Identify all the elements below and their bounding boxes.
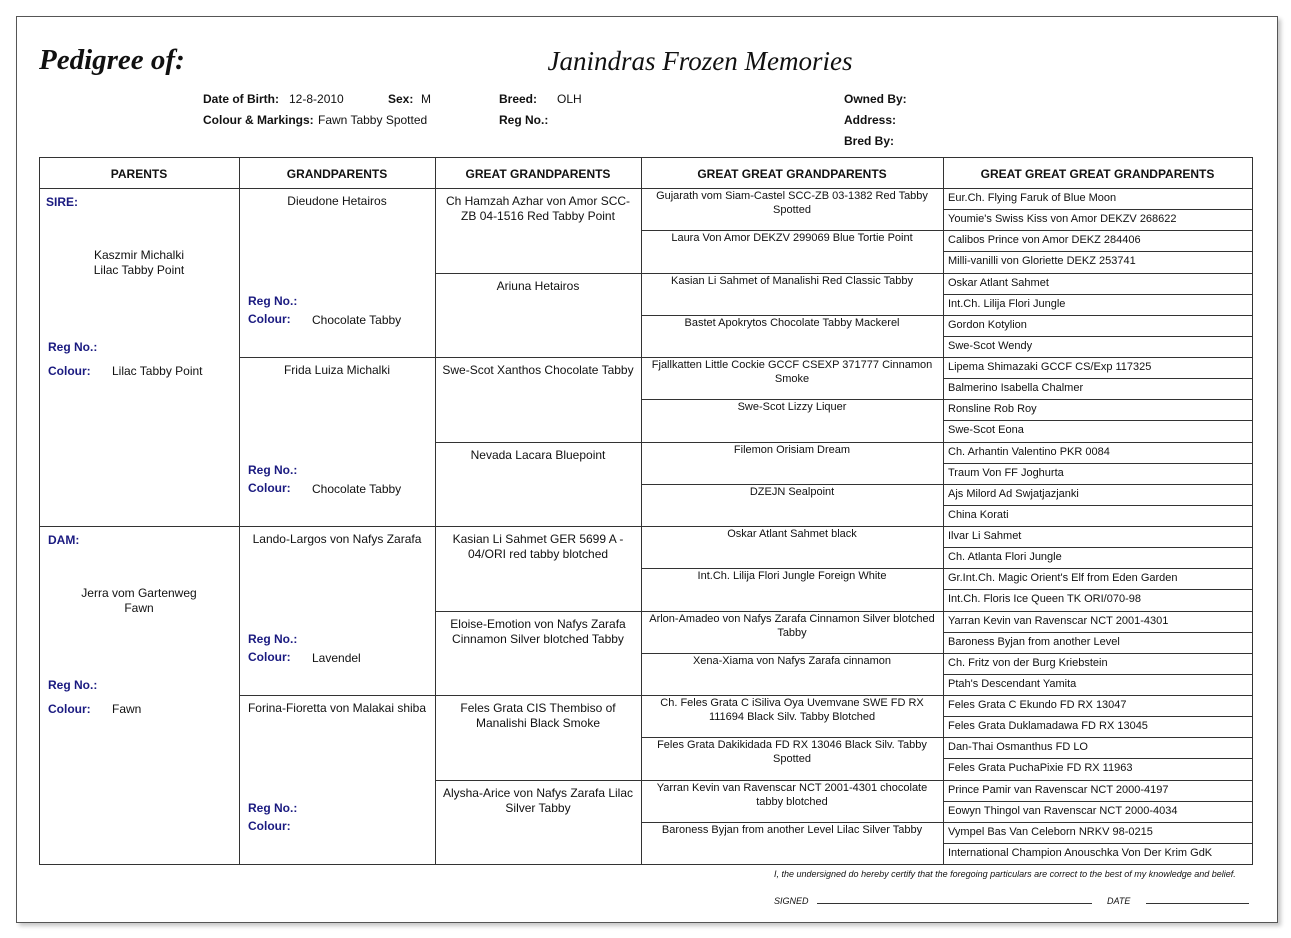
parent-reg-label: Reg No.: [48, 340, 98, 354]
sire-label: SIRE: [46, 195, 79, 209]
column-header: GREAT GREAT GREAT GRANDPARENTS [980, 167, 1215, 181]
column-header: GREAT GREAT GRANDPARENTS [697, 167, 887, 181]
grandparent-name: Frida Luiza Michalki [283, 363, 391, 377]
column-header: PARENTS [110, 167, 168, 181]
great-great-grandparent-name: Arlon-Amadeo von Nafys Zarafa Cinnamon Silver blotched Tabby [649, 612, 935, 639]
great-great-grandparent-name: Swe-Scot Lizzy Liquer [737, 401, 847, 414]
column-divider [239, 157, 240, 865]
row-divider [943, 737, 1253, 738]
row-divider [943, 294, 1253, 295]
great-great-great-grandparent-name: Yarran Kevin van Ravenscar NCT 2001-4301 [948, 614, 1169, 627]
row-divider [943, 399, 1253, 400]
great-great-great-grandparent-name: Ch. Atlanta Flori Jungle [948, 551, 1062, 564]
table-bottom-border [39, 864, 1253, 865]
great-great-great-grandparent-name: International Champion Anouschka Von Der Krim GdK [948, 846, 1213, 859]
row-divider [943, 801, 1253, 802]
signed-label: SIGNED [774, 896, 809, 906]
great-great-great-grandparent-name: Balmerino Isabella Chalmer [948, 382, 1084, 395]
great-great-great-grandparent-name: Vympel Bas Van Celeborn NRKV 98-0215 [948, 825, 1153, 838]
reg-label: Reg No.: [499, 113, 549, 127]
row-divider [435, 442, 642, 443]
great-great-great-grandparent-name: Baroness Byjan from another Level [948, 635, 1120, 648]
great-great-great-grandparent-name: Swe-Scot Eona [948, 424, 1024, 437]
great-great-grandparent-name: Laura Von Amor DEKZV 299069 Blue Tortie Point [671, 232, 913, 245]
great-great-great-grandparent-name: Int.Ch. Lilija Flori Jungle [948, 297, 1066, 310]
great-great-grandparent-name: Ch. Feles Grata C iSiliva Oya Uvemvane SWE FD RX 111694 Black Silv. Tabby Blotched [660, 697, 924, 723]
row-divider [239, 526, 436, 527]
breed-label: Breed: [499, 92, 538, 106]
great-great-grandparent-name: Baroness Byjan from another Level Lilac Silver Tabby [661, 823, 923, 836]
great-great-great-grandparent-name: Eur.Ch. Flying Faruk of Blue Moon [948, 192, 1117, 204]
dob-label: Date of Birth: [203, 92, 279, 106]
row-divider [239, 357, 436, 358]
row-divider [943, 611, 1253, 612]
bred-label: Bred By: [844, 134, 895, 148]
parent-colour-label: Colour: [48, 364, 91, 378]
row-divider [435, 357, 642, 358]
grandparent-colour-value: Chocolate Tabby [312, 313, 402, 327]
header-bottom-border [39, 188, 1253, 189]
great-grandparent-name: Ariuna Hetairos [496, 278, 580, 293]
row-divider [435, 695, 642, 696]
owned-label: Owned By: [844, 92, 907, 106]
row-divider [943, 336, 1253, 337]
parent-colour-label: Colour: [48, 702, 91, 716]
row-divider [943, 843, 1253, 844]
parent-name: Kaszmir Michalki [93, 248, 184, 262]
great-great-great-grandparent-name: Feles Grata Duklamadawa FD RX 13045 [948, 720, 1148, 733]
colour-value: Fawn Tabby Spotted [318, 113, 428, 127]
row-divider [943, 547, 1253, 548]
row-divider [943, 230, 1253, 231]
great-great-great-grandparent-name: Ajs Milord Ad Swjatjazjanki [948, 487, 1079, 500]
great-grandparent-name: Nevada Lacara Bluepoint [470, 447, 606, 462]
great-great-great-grandparent-name: Oskar Atlant Sahmet [948, 276, 1049, 289]
great-great-grandparent-name: Filemon Orisiam Dream [733, 443, 851, 456]
great-great-great-grandparent-name: Milli-vanilli von Gloriette DEKZ 253741 [948, 255, 1136, 268]
row-divider [943, 442, 1253, 443]
row-divider [943, 674, 1253, 675]
great-great-great-grandparent-name: Dan-Thai Osmanthus FD LO [948, 741, 1088, 754]
row-divider [943, 357, 1253, 358]
row-divider [943, 526, 1253, 527]
sex-label: Sex: [388, 92, 414, 106]
cat-name: Janindras Frozen Memories [547, 46, 853, 76]
great-great-great-grandparent-name: China Korati [948, 508, 1009, 521]
grandparent-colour-label: Colour: [248, 481, 291, 495]
great-great-great-grandparent-name: Gordon Kotylion [948, 318, 1027, 331]
great-great-grandparent-name: Int.Ch. Lilija Flori Jungle Foreign White [697, 570, 887, 583]
great-great-great-grandparent-name: Ch. Fritz von der Burg Kriebstein [948, 656, 1108, 669]
colour-label: Colour & Markings: [203, 113, 314, 127]
grandparent-reg-label: Reg No.: [248, 632, 298, 646]
great-great-great-grandparent-name: Calibos Prince von Amor DEKZ 284406 [948, 234, 1141, 247]
grandparent-colour-label: Colour: [248, 819, 291, 833]
great-great-grandparent-name: Oskar Atlant Sahmet black [727, 528, 857, 540]
great-great-great-grandparent-name: Ptah's Descendant Yamita [948, 677, 1077, 690]
great-great-grandparent-name: Kasian Li Sahmet of Manalishi Red Classic Tabby [671, 274, 913, 287]
great-great-grandparent-name: Xena-Xiama von Nafys Zarafa cinnamon [692, 654, 892, 667]
row-divider [943, 568, 1253, 569]
row-divider [943, 420, 1253, 421]
great-great-great-grandparent-name: Ronsline Rob Roy [948, 403, 1037, 416]
column-header: GRANDPARENTS [286, 167, 388, 181]
dob-value: 12-8-2010 [289, 92, 344, 106]
great-great-great-grandparent-name: Ch. Arhantin Valentino PKR 0084 [948, 445, 1110, 458]
great-grandparent-name: Alysha-Arice von Nafys Zarafa Lilac Silver Tabby [442, 785, 634, 815]
row-divider [943, 315, 1253, 316]
great-grandparent-name: Kasian Li Sahmet GER 5699 A - 04/ORI red tabby blotched [452, 532, 624, 561]
row-divider [943, 251, 1253, 252]
parent-colour-text: Fawn [124, 601, 154, 615]
breed-value: OLH [557, 92, 582, 106]
column-header: GREAT GRANDPARENTS [465, 167, 611, 181]
row-divider [39, 526, 240, 527]
great-great-grandparent-name: Gujarath vom Siam-Castel SCC-ZB 03-1382 Red Tabby Spotted [656, 190, 928, 216]
parent-colour-value: Fawn [112, 702, 142, 716]
great-great-great-grandparent-name: Int.Ch. Floris Ice Queen TK ORI/070-98 [948, 593, 1141, 606]
great-great-great-grandparent-name: Feles Grata C Ekundo FD RX 13047 [948, 699, 1127, 711]
row-divider [943, 632, 1253, 633]
table-top-border [39, 157, 1253, 158]
row-divider [943, 484, 1253, 485]
grandparent-name: Lando-Largos von Nafys Zarafa [252, 532, 422, 546]
row-divider [239, 695, 436, 696]
great-great-great-grandparent-name: Swe-Scot Wendy [948, 339, 1033, 352]
great-great-great-grandparent-name: Eowyn Thingol van Ravenscar NCT 2000-4034 [948, 804, 1178, 817]
dam-label: DAM: [48, 533, 80, 547]
row-divider [943, 780, 1253, 781]
grandparent-name: Dieudone Hetairos [287, 194, 387, 208]
row-divider [943, 589, 1253, 590]
row-divider [435, 780, 642, 781]
great-great-grandparent-name: Yarran Kevin van Ravenscar NCT 2001-4301 chocolate tabby blotched [656, 781, 928, 808]
great-great-great-grandparent-name: Traum Von FF Joghurta [948, 466, 1064, 479]
row-divider [943, 695, 1253, 696]
row-divider [943, 758, 1253, 759]
great-great-great-grandparent-name: Feles Grata PuchaPixie FD RX 11963 [948, 762, 1133, 775]
row-divider [435, 526, 642, 527]
great-great-grandparent-name: Bastet Apokrytos Chocolate Tabby Mackerel [684, 316, 900, 329]
grandparent-colour-label: Colour: [248, 650, 291, 664]
row-divider [943, 273, 1253, 274]
grandparent-colour-value: Chocolate Tabby [312, 482, 402, 496]
row-divider [943, 505, 1253, 506]
great-great-grandparent-name: Fjallkatten Little Cockie GCCF CSEXP 371777 Cinnamon Smoke [651, 359, 933, 385]
great-great-grandparent-name: DZEJN Sealpoint [749, 485, 835, 498]
page-title: Pedigree of: [39, 44, 185, 76]
signature-line [817, 903, 1092, 904]
grandparent-name: Forina-Fioretta von Malakai shiba [247, 701, 427, 715]
parent-name: Jerra vom Gartenweg [81, 586, 197, 600]
row-divider [943, 716, 1253, 717]
parent-colour-text: Lilac Tabby Point [93, 263, 185, 277]
column-divider [641, 157, 642, 865]
grandparent-colour-label: Colour: [248, 312, 291, 326]
great-grandparent-name: Ch Hamzah Azhar von Amor SCC-ZB 04-1516 Red Tabby Point [445, 194, 631, 223]
certification-text: I, the undersigned do hereby certify that the foregoing particulars are correct to the best of my knowledge and belief. [774, 869, 1236, 879]
row-divider [943, 209, 1253, 210]
grandparent-colour-value: Lavendel [312, 651, 361, 665]
great-great-great-grandparent-name: Youmie's Swiss Kiss von Amor DEKZV 268622 [948, 213, 1177, 226]
row-divider [943, 463, 1253, 464]
date-line [1146, 903, 1249, 904]
sex-value: M [421, 92, 431, 106]
row-divider [943, 822, 1253, 823]
great-great-great-grandparent-name: Lipema Shimazaki GCCF CS/Exp 117325 [948, 361, 1152, 373]
row-divider [943, 378, 1253, 379]
date-label: DATE [1107, 896, 1131, 906]
great-great-great-grandparent-name: Prince Pamir van Ravenscar NCT 2000-4197 [948, 783, 1169, 796]
grandparent-reg-label: Reg No.: [248, 801, 298, 815]
great-great-grandparent-name: Feles Grata Dakikidada FD RX 13046 Black Silv. Tabby Spotted [657, 739, 927, 766]
row-divider [435, 273, 642, 274]
great-great-great-grandparent-name: Gr.Int.Ch. Magic Orient's Elf from Eden Garden [948, 572, 1178, 585]
grandparent-reg-label: Reg No.: [248, 294, 298, 308]
parent-colour-value: Lilac Tabby Point [112, 364, 203, 378]
column-divider [435, 157, 436, 865]
grandparent-reg-label: Reg No.: [248, 463, 298, 477]
parent-reg-label: Reg No.: [48, 678, 98, 692]
row-divider [435, 611, 642, 612]
great-grandparent-name: Feles Grata CIS Thembiso of Manalishi Black Smoke [460, 701, 616, 730]
address-label: Address: [844, 113, 897, 127]
great-grandparent-name: Swe-Scot Xanthos Chocolate Tabby [442, 363, 634, 377]
row-divider [943, 653, 1253, 654]
great-great-great-grandparent-name: Ilvar Li Sahmet [948, 530, 1022, 542]
great-grandparent-name: Eloise-Emotion von Nafys Zarafa Cinnamon Silver blotched Tabby [450, 616, 626, 646]
